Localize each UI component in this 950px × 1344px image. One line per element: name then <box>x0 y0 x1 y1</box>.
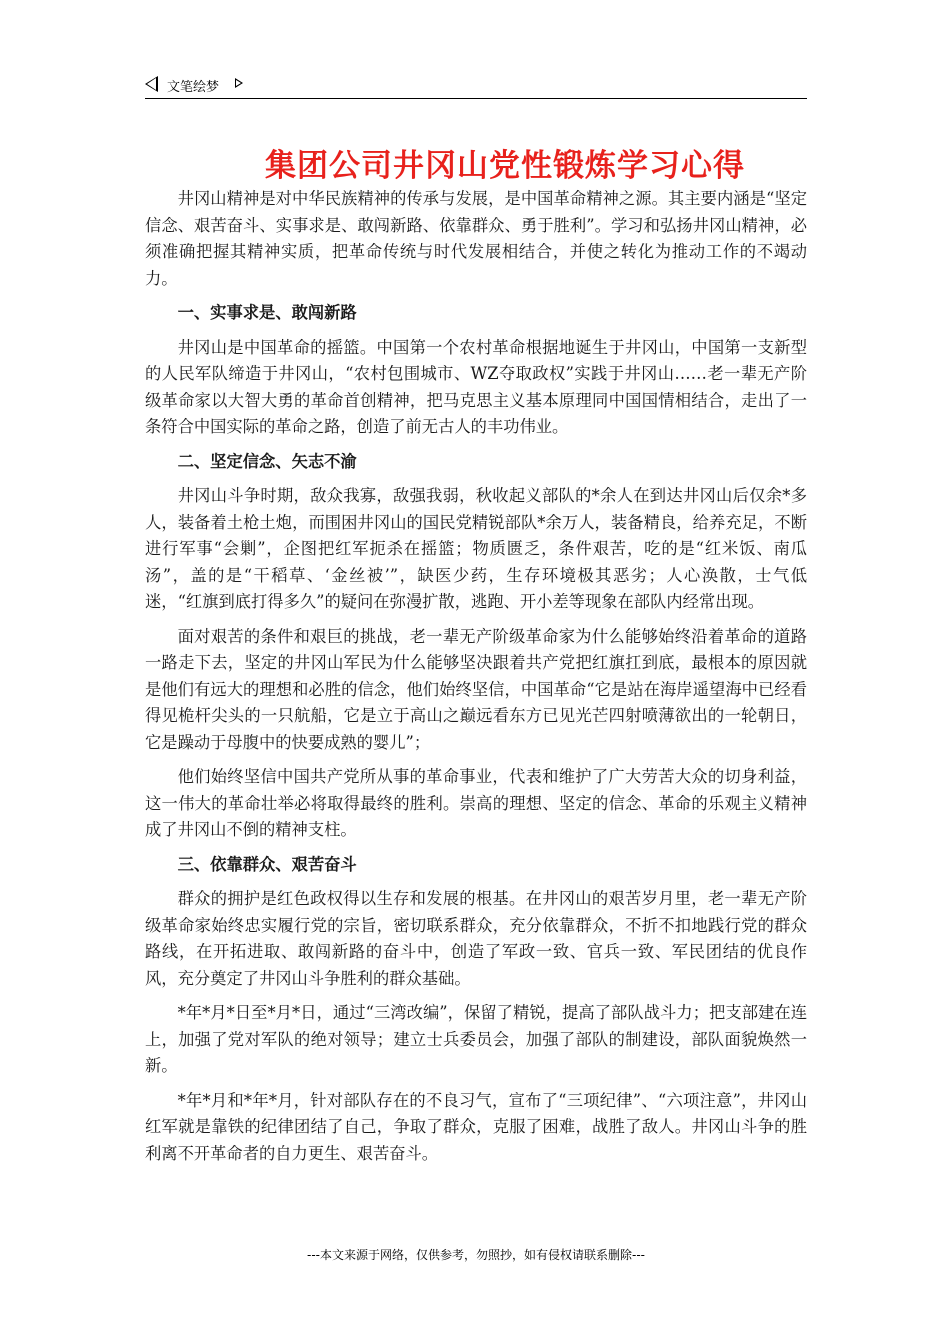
document-body <box>145 186 807 1175</box>
triangle-left-icon <box>145 76 158 92</box>
body-paragraph: 井冈山是中国革命的摇篮。中国第一个农村革命根据地诞生于井冈山，中国第一支新型的人民军队缔造于井冈山，“农村包围城市、WZ夺取政权”实践于井冈山……老一辈无产阶级革命家以大智大勇的革命首创精神，把马克思主义基本原理同中国国情相结合，走出了一条符合中国实际的革命之路，创造了前无古人的丰功伟业。 <box>145 337 807 436</box>
section-heading: 三、依靠群众、艰苦奋斗 <box>177 854 357 874</box>
body-paragraph: 他们始终坚信中国共产党所从事的革命事业，代表和维护了广大劳苦大众的切身利益，这一伟大的革命壮举必将取得最终的胜利。崇高的理想、坚定的信念、革命的乐观主义精神成了井冈山不倒的精神支柱。 <box>145 767 807 839</box>
body-paragraph: *年*月*日至*月*日，通过“三湾改编”，保留了精锐，提高了部队战斗力；把支部建在连上，加强了党对军队的绝对领导；建立士兵委员会，加强了部队的制建设，部队面貌焕然一新。 <box>145 1003 807 1075</box>
body-paragraph: 井冈山斗争时期，敌众我寡，敌强我弱，秋收起义部队的*余人在到达井冈山后仅余*多人，装备着土枪土炮，而围困井冈山的国民党精锐部队*余万人，装备精良，给养充足，不断进行军事“会剿”，企图把红军扼杀在摇篮；物质匮乏，条件艰苦，吃的是“红米饭、南瓜汤”，盖的是“干稻草、‘金丝被’”，缺医少药，生存环境极其恶劣；人心涣散，士气低迷，“红旗到底打得多久”的疑问在弥漫扩散，逃跑、开小差等现象在部队内经常出现。 <box>145 486 807 611</box>
page-header <box>145 72 807 99</box>
triangle-right-icon <box>235 78 243 88</box>
intro-paragraph: 井冈山精神是对中华民族精神的传承与发展，是中国革命精神之源。其主要内涵是“坚定信念、艰苦奋斗、实事求是、敢闯新路、依靠群众、勇于胜利”。学习和弘扬井冈山精神，必须准确把握其精神实质，把革命传统与时代发展相结合，并使之转化为推动工作的不竭动力。 <box>145 189 807 288</box>
page-footer: ---本文来源于网络，仅供参考，勿照抄，如有侵权请联系删除--- <box>307 1248 645 1262</box>
body-paragraph: *年*月和*年*月，针对部队存在的不良习气，宣布了“三项纪律”、“六项注意”，井冈山红军就是靠铁的纪律团结了自己，争取了群众，克服了困难，战胜了敌人。井冈山斗争的胜利离不开革命者的自力更生、艰苦奋斗。 <box>145 1090 807 1163</box>
document-title: 集团公司井冈山党性锻炼学习心得 <box>265 148 745 184</box>
header-brand: 文笔绘梦 <box>167 80 220 95</box>
body-paragraph: 群众的拥护是红色政权得以生存和发展的根基。在井冈山的艰苦岁月里，老一辈无产阶级革命家始终忠实履行党的宗旨，密切联系群众，充分依靠群众，不折不扣地践行党的群众路线，在开拓进取、敢闯新路的奋斗中，创造了军政一致、官兵一致、军民团结的优良作风，充分奠定了井冈山斗争胜利的群众基础。 <box>145 889 807 988</box>
section-heading: 一、实事求是、敢闯新路 <box>177 303 357 322</box>
body-paragraph: 面对艰苦的条件和艰巨的挑战，老一辈无产阶级革命家为什么能够始终沿着革命的道路一路走下去，坚定的井冈山军民为什么能够坚决跟着共产党把红旗扛到底，最根本的原因就是他们有远大的理想和必胜的信念，他们始终坚信，中国革命“它是站在海岸遥望海中已经看得见桅杆尖头的一只航船，它是立于高山之巅远看东方已见光芒四射喷薄欲出的一轮朝日，它是躁动于母腹中的快要成熟的婴儿”； <box>145 626 807 752</box>
section-heading: 二、坚定信念、矢志不渝 <box>177 451 357 471</box>
